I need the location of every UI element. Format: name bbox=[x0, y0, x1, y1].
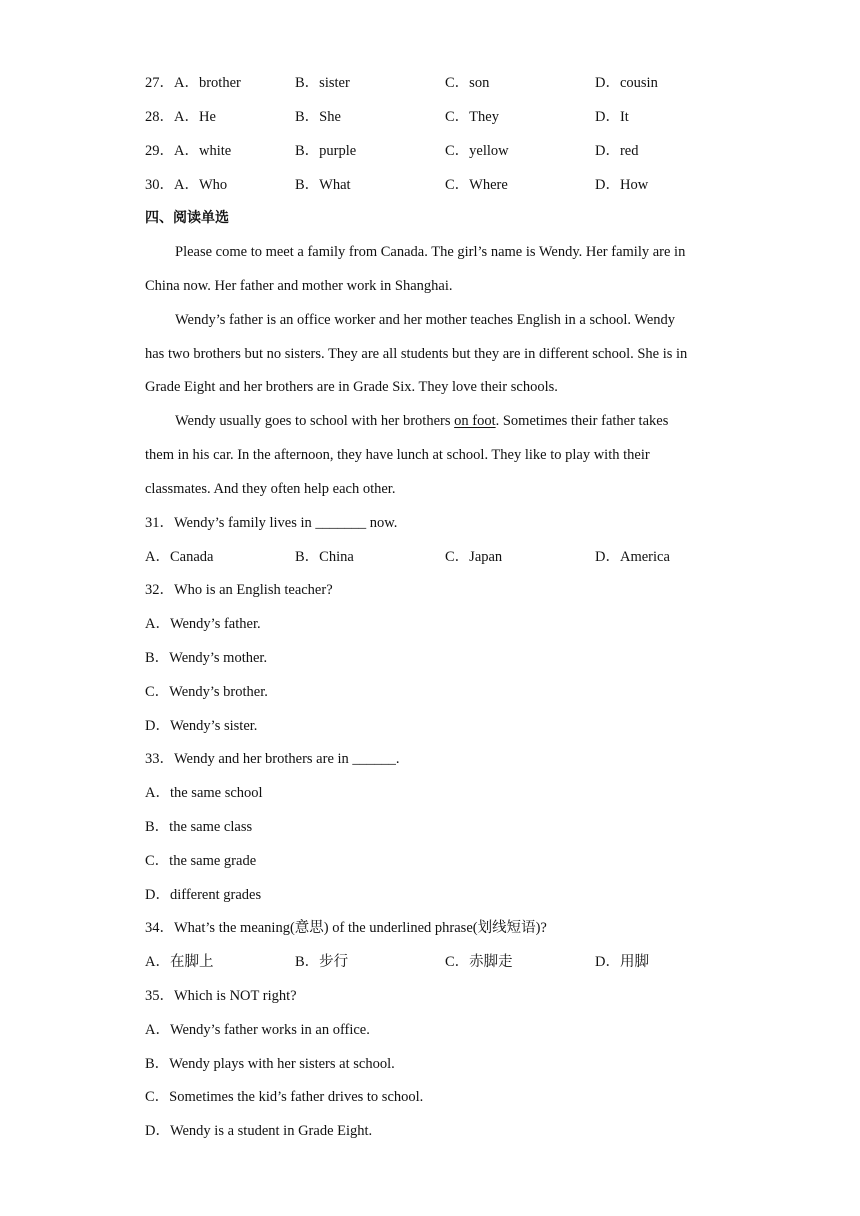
q30-option-d: D．How bbox=[595, 177, 649, 193]
q27-option-a: 27．A．brother bbox=[145, 75, 241, 91]
q31-stem: 31．Wendy’s family lives in _______ now. bbox=[145, 515, 398, 531]
q33-option-c: C．the same grade bbox=[145, 853, 257, 869]
passage-line: them in his car. In the afternoon, they have lunch at school. They like to play with their bbox=[145, 447, 650, 463]
q34-stem: 34．What’s the meaning(意思) of the underlined phrase(划线短语)? bbox=[145, 920, 547, 936]
q31-option-c: C．Japan bbox=[445, 549, 503, 565]
q32-option-d: D．Wendy’s sister. bbox=[145, 718, 258, 734]
q29-option-d: D．red bbox=[595, 143, 639, 159]
passage-line: Wendy’s father is an office worker and her mother teaches English in a school. Wendy bbox=[175, 312, 676, 328]
q27-option-c: C．son bbox=[445, 75, 490, 91]
passage-line: has two brothers but no sisters. They are all students but they are in different school. She is in bbox=[145, 346, 688, 362]
q29-option-b: B．purple bbox=[295, 143, 357, 159]
q34-option-b: B．步行 bbox=[295, 954, 349, 970]
q28-option-d: D．It bbox=[595, 109, 629, 125]
q35-option-b: B．Wendy plays with her sisters at school. bbox=[145, 1056, 395, 1072]
passage-line: China now. Her father and mother work in Shanghai. bbox=[145, 278, 453, 294]
passage-line: classmates. And they often help each other. bbox=[145, 481, 396, 497]
underlined-phrase: on foot bbox=[454, 413, 496, 429]
q35-stem: 35．Which is NOT right? bbox=[145, 988, 297, 1004]
q34-option-d: D．用脚 bbox=[595, 954, 649, 970]
q32-option-b: B．Wendy’s mother. bbox=[145, 650, 268, 666]
q28-option-c: C．They bbox=[445, 109, 499, 125]
section-title: 四、阅读单选 bbox=[145, 210, 229, 226]
q31-option-b: B．China bbox=[295, 549, 354, 565]
q27-option-b: B．sister bbox=[295, 75, 350, 91]
q33-option-b: B．the same class bbox=[145, 819, 253, 835]
q34-option-a: A．在脚上 bbox=[145, 954, 214, 970]
q30-option-b: B．What bbox=[295, 177, 351, 193]
passage-line: Grade Eight and her brothers are in Grade Six. They love their schools. bbox=[145, 379, 558, 395]
q35-option-c: C．Sometimes the kid’s father drives to school. bbox=[145, 1089, 424, 1105]
passage-line: Wendy usually goes to school with her brothers on foot. Sometimes their father takes bbox=[175, 413, 669, 429]
q32-option-a: A．Wendy’s father. bbox=[145, 616, 261, 632]
q34-option-c: C．赤脚走 bbox=[445, 954, 513, 970]
q29-option-a: 29．A．white bbox=[145, 143, 232, 159]
q28-option-b: B．She bbox=[295, 109, 341, 125]
q33-option-d: D．different grades bbox=[145, 887, 262, 903]
passage-line: Please come to meet a family from Canada. The girl’s name is Wendy. Her family are in bbox=[175, 244, 686, 260]
q30-option-c: C．Where bbox=[445, 177, 508, 193]
q28-option-a: 28．A．He bbox=[145, 109, 216, 125]
q32-stem: 32．Who is an English teacher? bbox=[145, 582, 333, 598]
q27-option-d: D．cousin bbox=[595, 75, 658, 91]
q33-option-a: A．the same school bbox=[145, 785, 263, 801]
q30-option-a: 30．A．Who bbox=[145, 177, 228, 193]
q29-option-c: C．yellow bbox=[445, 143, 509, 159]
q31-option-a: A．Canada bbox=[145, 549, 214, 565]
q32-option-c: C．Wendy’s brother. bbox=[145, 684, 268, 700]
q31-option-d: D．America bbox=[595, 549, 670, 565]
q33-stem: 33．Wendy and her brothers are in ______. bbox=[145, 751, 400, 767]
q35-option-a: A．Wendy’s father works in an office. bbox=[145, 1022, 370, 1038]
q35-option-d: D．Wendy is a student in Grade Eight. bbox=[145, 1123, 373, 1139]
